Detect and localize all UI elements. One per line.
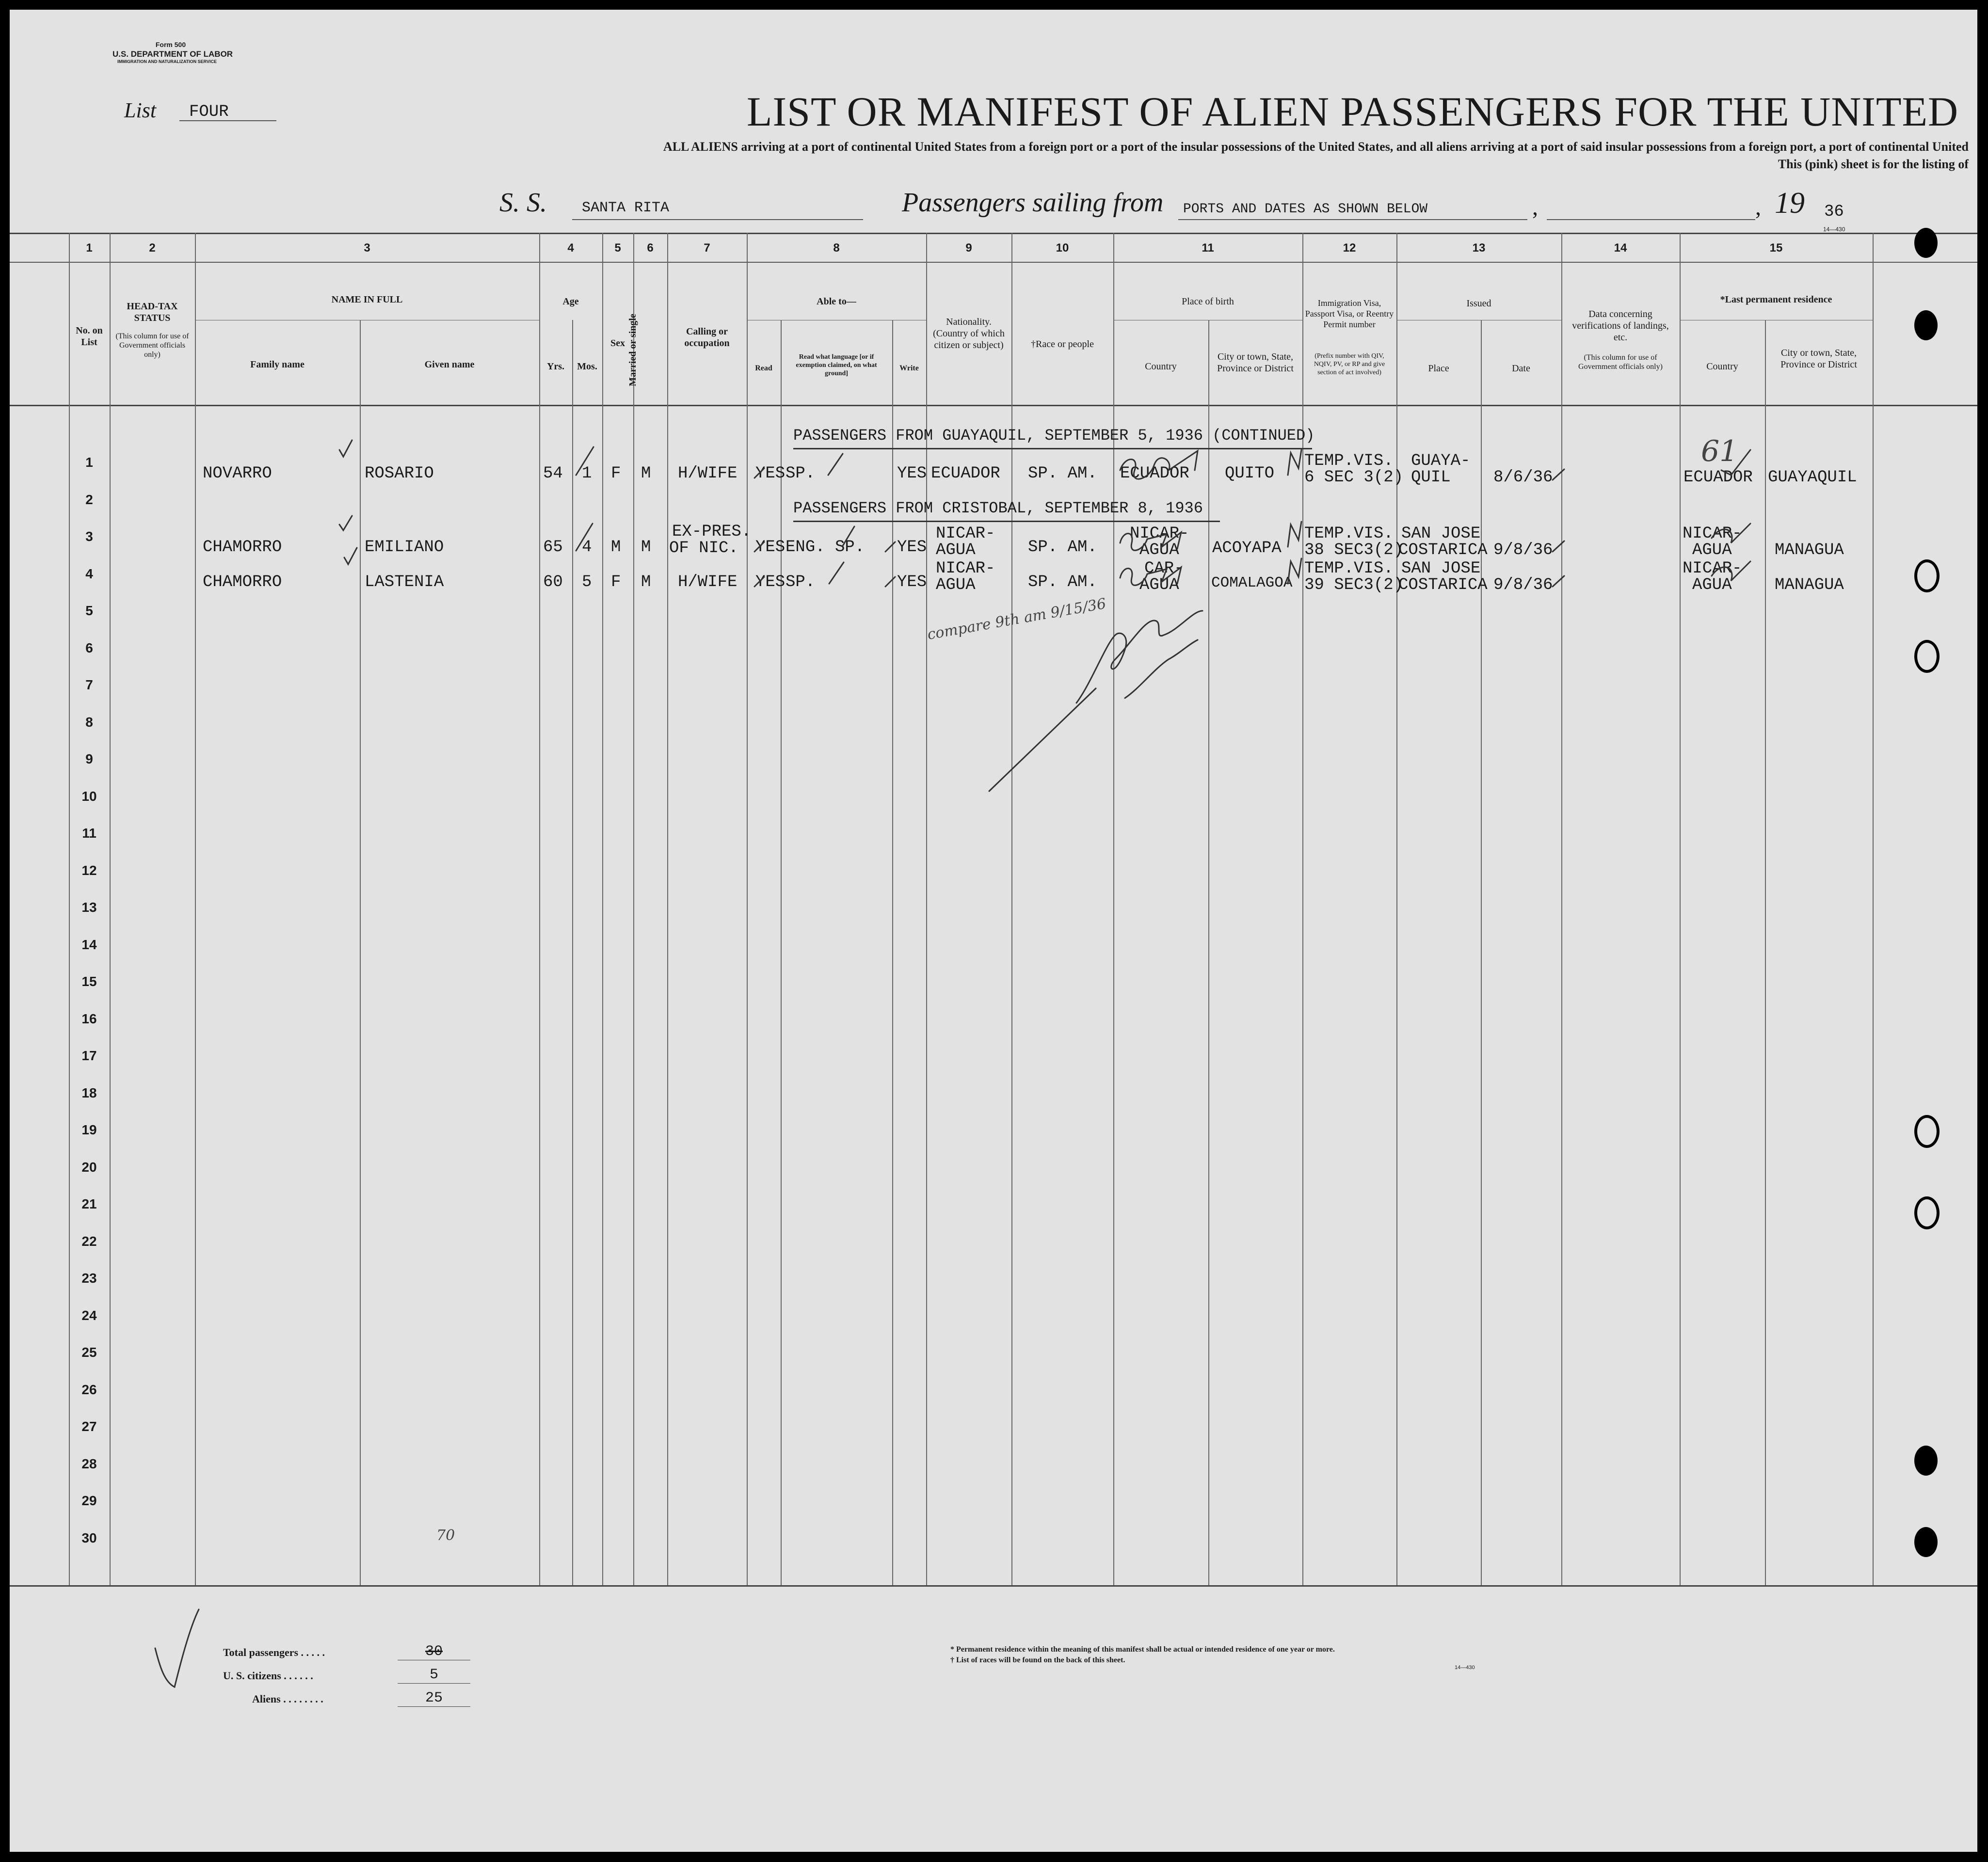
residence-city: MANAGUA	[1775, 576, 1844, 594]
binder-hole	[1914, 1196, 1940, 1229]
hdr-birth-city: City or town, State, Province or District	[1217, 351, 1294, 374]
colnum-1: 1	[86, 241, 93, 255]
can-read: YES	[755, 538, 786, 557]
age-years: 60	[543, 573, 563, 591]
hdr-age: Age	[562, 296, 579, 307]
colnum-11: 11	[1202, 241, 1214, 255]
sex: M	[611, 538, 621, 557]
row-number: 29	[81, 1493, 97, 1508]
colnum-4: 4	[567, 241, 574, 255]
residence-country: ECUADOR	[1683, 468, 1753, 487]
row-number: 16	[81, 1011, 97, 1026]
hdr-race: †Race or people	[1031, 339, 1094, 350]
nationality: ECUADOR	[931, 464, 1000, 483]
department-label: U.S. DEPARTMENT OF LABOR	[112, 49, 233, 59]
binder-hole	[1914, 1527, 1938, 1557]
given-name: LASTENIA	[365, 573, 444, 591]
row-number: 14	[81, 937, 97, 952]
section-heading-cristobal: PASSENGERS FROM CRISTOBAL, SEPTEMBER 8, 1936	[793, 499, 1203, 517]
age-years: 54	[543, 464, 563, 483]
hdr-yrs: Yrs.	[546, 361, 565, 372]
date-slash	[1553, 469, 1564, 480]
residence-city: GUAYAQUIL	[1768, 468, 1857, 487]
hdr-nationality: Nationality. (Country of which citizen or subject)	[933, 317, 1005, 350]
hdr-sex: Sex	[610, 338, 625, 349]
hdr-verifications: Data concerning verifications of landings, etc.	[1572, 309, 1669, 343]
row-number: 26	[81, 1382, 97, 1397]
colnum-12: 12	[1343, 241, 1356, 255]
hdr-mos: Mos.	[577, 361, 597, 372]
age-months: 4	[582, 538, 592, 557]
residence-handwritten-number: 61	[1701, 434, 1738, 468]
page-handwritten-number: 70	[436, 1527, 455, 1544]
race: SP. AM.	[1028, 464, 1097, 483]
row-number: 2	[85, 492, 93, 507]
issued-place-line-2: QUIL	[1411, 468, 1451, 487]
check-mark	[339, 516, 352, 530]
comma: ,	[1532, 194, 1538, 220]
row-number: 28	[81, 1456, 97, 1471]
inspector-signature	[1125, 640, 1198, 698]
row-number: 24	[81, 1308, 97, 1323]
issued-place-line-1: GUAYA-	[1411, 452, 1471, 470]
read-slash	[754, 577, 764, 587]
sailing-label: Passengers sailing from	[902, 188, 1164, 218]
visa-line-2: 38 SEC3(2)	[1304, 541, 1404, 559]
birth-country-line-1: NICAR-	[1130, 525, 1189, 543]
hdr-calling: Calling or occupation	[684, 326, 730, 349]
read-language: ENG. SP.	[786, 538, 865, 557]
nationality-line-2: AGUA	[936, 541, 976, 559]
hdr-married: Married or single	[627, 314, 638, 386]
row-number: 6	[85, 640, 93, 655]
year-suffix: 36	[1824, 203, 1844, 221]
issued-place-line-2: COSTARICA	[1398, 541, 1488, 559]
visa-line-1: TEMP.VIS.	[1304, 525, 1394, 543]
hdr-issued-place: Place	[1428, 363, 1449, 374]
check-mark	[339, 440, 352, 457]
row-number: 17	[81, 1048, 97, 1063]
nationality-line-1: NICAR-	[936, 525, 995, 543]
calling: H/WIFE	[678, 464, 737, 483]
can-read: YES	[755, 573, 786, 591]
row-number: 20	[81, 1160, 97, 1175]
read-slash	[754, 542, 764, 552]
can-write: YES	[897, 538, 927, 557]
row-number: 25	[81, 1345, 97, 1360]
colnum-5: 5	[614, 241, 621, 255]
handwritten-nt-mark	[1288, 450, 1301, 475]
form-code-bottom: 14—430	[1455, 1665, 1475, 1671]
row-number: 9	[85, 751, 93, 766]
hdr-issued: Issued	[1466, 298, 1491, 309]
row-number: 7	[85, 677, 93, 692]
ship-label: S. S.	[499, 188, 547, 218]
row-number: 22	[81, 1234, 97, 1249]
nationality-line-2: AGUA	[936, 576, 976, 594]
read-slash	[754, 468, 764, 478]
binder-hole	[1914, 310, 1938, 340]
hdr-write: Write	[899, 364, 919, 372]
write-slash	[885, 542, 895, 552]
calling: H/WIFE	[678, 573, 737, 591]
row-number: 21	[81, 1196, 97, 1211]
visa-line-1: TEMP.VIS.	[1304, 452, 1394, 470]
birth-city: QUITO	[1225, 464, 1275, 483]
write-slash	[885, 577, 895, 587]
large-check-mark	[155, 1609, 199, 1687]
instructions-line-2: This (pink) sheet is for the listing of	[1778, 157, 1969, 171]
row-number: 30	[81, 1530, 97, 1545]
colnum-10: 10	[1056, 241, 1069, 255]
footnote-races: † List of races will be found on the back of this sheet.	[950, 1656, 1125, 1664]
age-years: 65	[543, 538, 563, 557]
colnum-15: 15	[1769, 241, 1783, 255]
sex: F	[611, 573, 621, 591]
marital-status: M	[641, 464, 651, 483]
aliens-underline	[398, 1706, 470, 1707]
date-slash	[1553, 576, 1564, 587]
handwritten-nt-mark	[1288, 522, 1301, 547]
family-name: CHAMORRO	[203, 573, 282, 591]
colnum-9: 9	[965, 241, 972, 255]
us-citizens-value: 5	[429, 1667, 438, 1683]
family-name: CHAMORRO	[203, 538, 282, 557]
age-months: 1	[582, 464, 592, 483]
hdr-verifications-note: (This column for use of Government officials only)	[1578, 353, 1663, 371]
aliens-label: Aliens . . . . . . . .	[252, 1693, 323, 1705]
issued-date: 9/8/36	[1493, 576, 1553, 594]
issued-date: 9/8/36	[1493, 541, 1553, 559]
handwritten-scribble	[1120, 532, 1181, 550]
residence-country-line-1: NICAR-	[1683, 559, 1742, 578]
birth-city: COMALAGOA	[1211, 574, 1293, 591]
section-heading-guayaquil: PASSENGERS FROM GUAYAQUIL, SEPTEMBER 5, 1936 (CONTINUED)	[793, 427, 1315, 445]
calling-line-2: OF NIC.	[669, 539, 738, 557]
row-number: 18	[81, 1085, 97, 1100]
read-language: SP.	[786, 464, 816, 483]
colnum-8: 8	[833, 241, 840, 255]
issued-place-line-1: SAN JOSE	[1401, 525, 1481, 543]
row-number: 27	[81, 1419, 97, 1434]
compare-note: compare 9th am 9/15/36	[926, 595, 1107, 644]
hdr-last-residence: *Last permanent residence	[1720, 294, 1832, 305]
marital-status: M	[641, 538, 651, 557]
row-number: 23	[81, 1271, 97, 1286]
row-number: 12	[81, 863, 97, 878]
nationality-line-1: NICAR-	[936, 559, 995, 578]
form-number: Form 500	[155, 41, 186, 48]
hdr-issued-date: Date	[1512, 363, 1530, 374]
residence-country-line-1: NICAR-	[1683, 525, 1742, 543]
sex: F	[611, 464, 621, 483]
colnum-6: 6	[647, 241, 654, 255]
row-number: 8	[85, 715, 93, 730]
row-number: 13	[81, 900, 97, 915]
age-slash	[576, 524, 593, 551]
handwritten-fraction	[828, 454, 843, 475]
hdr-able-to: Able to—	[817, 296, 856, 307]
hdr-head-tax: HEAD-TAX STATUS	[127, 301, 178, 323]
form-code-top: 14—430	[1823, 226, 1845, 233]
year-prefix: 19	[1775, 187, 1805, 220]
age-slash	[576, 447, 593, 475]
birth-country-line-1: CAR-	[1144, 559, 1184, 578]
hdr-birth-country: Country	[1145, 361, 1177, 372]
ship-name: SANTA RITA	[582, 200, 670, 216]
manifest-title: LIST OR MANIFEST OF ALIEN PASSENGERS FOR THE UNITED	[747, 88, 1959, 135]
hdr-visa-note: (Prefix number with QIV, NQIV, PV, or RP and give section of act involved)	[1314, 352, 1385, 376]
colnum-2: 2	[149, 241, 156, 255]
hdr-res-city: City or town, State, Province or District	[1780, 348, 1857, 370]
calling-line-1: EX-PRES.	[672, 523, 752, 541]
us-citizens-label: U. S. citizens . . . . . .	[223, 1670, 313, 1682]
binder-hole	[1914, 1446, 1938, 1476]
binder-hole	[1914, 1115, 1940, 1148]
handwritten-nt-mark	[1288, 558, 1301, 584]
family-name: NOVARRO	[203, 464, 272, 483]
footnote-residence: * Permanent residence within the meaning of this manifest shall be actual or intended residence of one year or more.	[950, 1645, 1335, 1654]
row-number: 11	[82, 826, 96, 841]
residence-country-line-2: AGUA	[1692, 541, 1732, 559]
hdr-visa: Immigration Visa, Passport Visa, or Reentry Permit number	[1305, 298, 1394, 329]
hdr-given-name: Given name	[424, 359, 475, 370]
hdr-place-of-birth: Place of birth	[1182, 296, 1234, 307]
total-passengers-label: Total passengers . . . . .	[223, 1646, 325, 1658]
binder-hole	[1914, 228, 1938, 258]
birth-country-line-2: AGUA	[1139, 541, 1179, 559]
hdr-read-language: Read what language [or if exemption claimed, on what ground]	[796, 353, 877, 377]
comma-2: ,	[1755, 194, 1761, 220]
hdr-res-country: Country	[1706, 361, 1738, 372]
row-number: 15	[81, 974, 97, 989]
colnum-7: 7	[704, 241, 710, 255]
issued-place-line-1: SAN JOSE	[1401, 559, 1481, 578]
total-passengers-value: 30	[425, 1643, 443, 1660]
colnum-14: 14	[1614, 241, 1627, 255]
binder-hole	[1914, 640, 1940, 673]
race: SP. AM.	[1028, 538, 1097, 557]
row-number: 1	[85, 455, 93, 470]
handwritten-scribble	[1120, 451, 1198, 479]
birth-country: ECUADOR	[1120, 464, 1189, 483]
read-language: SP.	[786, 573, 816, 591]
issued-date: 8/6/36	[1493, 468, 1553, 487]
given-name: EMILIANO	[365, 538, 444, 557]
birth-city: ACOYAPA	[1212, 539, 1282, 557]
check-mark	[344, 548, 357, 564]
can-read: YES	[755, 464, 786, 483]
issued-place-line-2: COSTARICA	[1398, 576, 1488, 594]
citizens-underline	[398, 1683, 470, 1684]
colnum-3: 3	[364, 241, 370, 255]
residence-country-line-2: AGUA	[1692, 576, 1732, 594]
date-slash	[1553, 541, 1564, 552]
instructions-line-1: ALL ALIENS arriving at a port of continental United States from a foreign port or a port of the insular possessions of the United States, and all aliens arriving at a port of said insular possessions from a foreign port, a port of continental United	[663, 140, 1969, 154]
can-write: YES	[897, 573, 927, 591]
row-number: 5	[85, 603, 93, 618]
aliens-value: 25	[425, 1690, 443, 1706]
row-number: 10	[81, 789, 97, 804]
marital-status: M	[641, 573, 651, 591]
handwritten-scribble	[1120, 567, 1181, 585]
binder-hole	[1914, 559, 1940, 592]
list-value: FOUR	[189, 103, 229, 121]
hdr-head-tax-note: (This column for use of Government officials only)	[115, 332, 189, 359]
hdr-family-name: Family name	[250, 359, 305, 370]
row-number: 3	[85, 529, 93, 544]
visa-line-1: TEMP.VIS.	[1304, 559, 1394, 578]
signature-stroke	[989, 688, 1096, 791]
service-label: IMMIGRATION AND NATURALIZATION SERVICE	[117, 59, 217, 64]
handwritten-scribble	[1712, 524, 1750, 543]
given-name: ROSARIO	[365, 464, 434, 483]
can-write: YES	[897, 464, 927, 483]
visa-line-2: 6 SEC 3(2)	[1304, 468, 1404, 487]
handwriting-overlay	[10, 10, 1977, 1852]
handwritten-fraction	[843, 526, 854, 546]
handwritten-fraction	[829, 562, 844, 584]
manifest-sheet	[10, 10, 1977, 1852]
hdr-read: Read	[755, 364, 772, 372]
list-label: List	[124, 98, 157, 122]
birth-country-line-2: AGUA	[1139, 576, 1179, 594]
race: SP. AM.	[1028, 573, 1097, 591]
residence-city: MANAGUA	[1775, 541, 1844, 559]
row-number: 4	[85, 566, 93, 581]
sailing-from: PORTS AND DATES AS SHOWN BELOW	[1183, 202, 1428, 217]
hdr-no-on-list: No. on List	[76, 325, 103, 348]
handwritten-scribble	[1712, 561, 1750, 581]
colnum-13: 13	[1472, 241, 1486, 255]
visa-line-2: 39 SEC3(2)	[1304, 576, 1404, 594]
hdr-name-in-full: NAME IN FULL	[331, 294, 403, 305]
age-months: 5	[582, 573, 592, 591]
row-number: 19	[81, 1122, 97, 1137]
